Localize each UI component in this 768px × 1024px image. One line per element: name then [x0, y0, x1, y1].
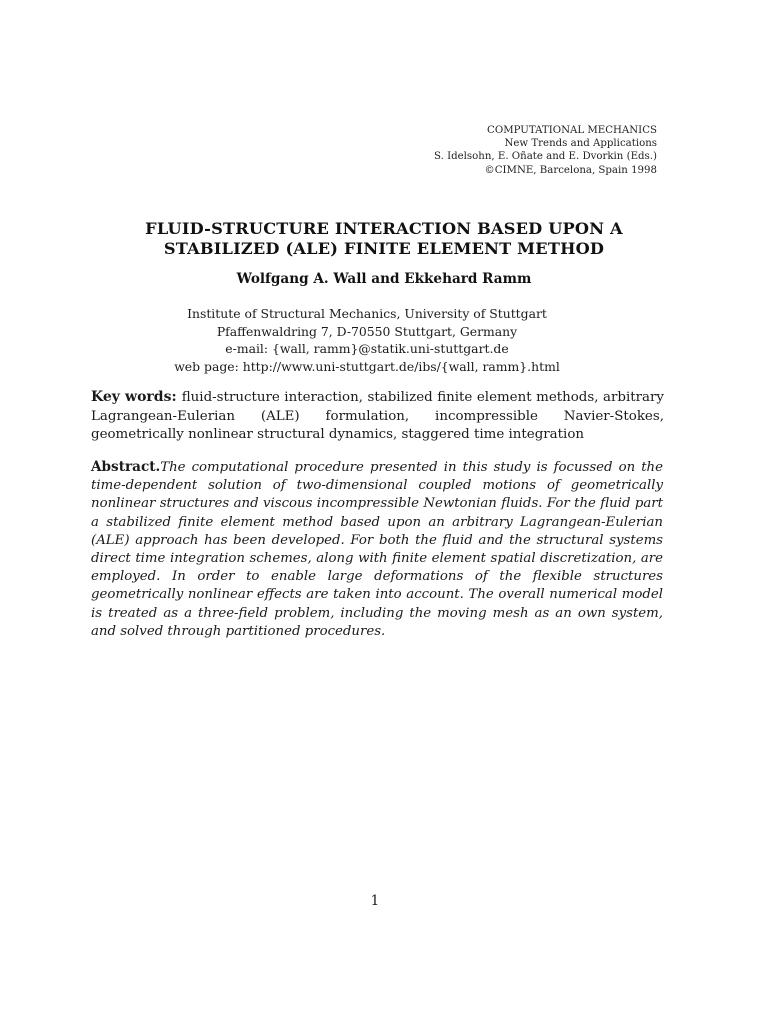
- keywords-section: [91, 388, 664, 445]
- keywords-label: Key words:: [91, 389, 182, 405]
- editors: S. Idelsohn, E. Oñate and E. Dvorkin (Eds.): [434, 151, 657, 163]
- web-page: web page: http://www.uni-stuttgart.de/ibs/{wall, ramm}.html: [174, 358, 560, 374]
- series-subtitle: New Trends and Applications: [504, 138, 657, 150]
- abstract-section: [91, 458, 663, 641]
- abstract-label: Abstract.: [91, 459, 161, 475]
- publication-header: [434, 124, 657, 177]
- title-line-1: FLUID-STRUCTURE INTERACTION BASED UPON A: [145, 219, 623, 238]
- address: Pfaffenwaldring 7, D-70550 Stuttgart, Germany: [216, 323, 518, 339]
- title-line-2: STABILIZED (ALE) FINITE ELEMENT METHOD: [163, 239, 605, 258]
- email: e-mail: {wall, ramm}@statik.uni-stuttgart.de: [225, 341, 509, 357]
- copyright: ©CIMNE, Barcelona, Spain 1998: [484, 164, 657, 176]
- paper-title: [0, 219, 768, 259]
- series-title: COMPUTATIONAL MECHANICS: [487, 125, 657, 136]
- page-number: 1: [370, 893, 380, 909]
- affiliation: [0, 305, 734, 375]
- authors: Wolfgang A. Wall and Ekkehard Ramm: [236, 271, 532, 287]
- abstract-text: The computational procedure presented in this study is focussed on the time-dependent solution of two-dimensional coupled motions of geometrically nonlinear structures and viscous incompressible Newtonian fluids. For the fluid part a stabilized finite element method based upon an arbitrary Lagrangean-Eulerian (ALE) approach has been developed. For both the fluid and the structural systems direct time integration schemes, along with finite element spatial discretization, are employed. In order to enable large deformations of the flexible structures geometrically nonlinear effects are taken into account. The overall numerical model is treated as a three-field problem, including the moving mesh as an own system, and solved through partitioned procedures.: [91, 460, 663, 639]
- keywords-text: fluid-structure interaction, stabilized finite element methods, arbitrary Lagrangean-Eulerian (ALE) formulation, incompressible Navier-Stokes, geometrically nonlinear structural dynamics, staggered time integration: [91, 390, 664, 442]
- institute: Institute of Structural Mechanics, University of Stuttgart: [187, 306, 547, 321]
